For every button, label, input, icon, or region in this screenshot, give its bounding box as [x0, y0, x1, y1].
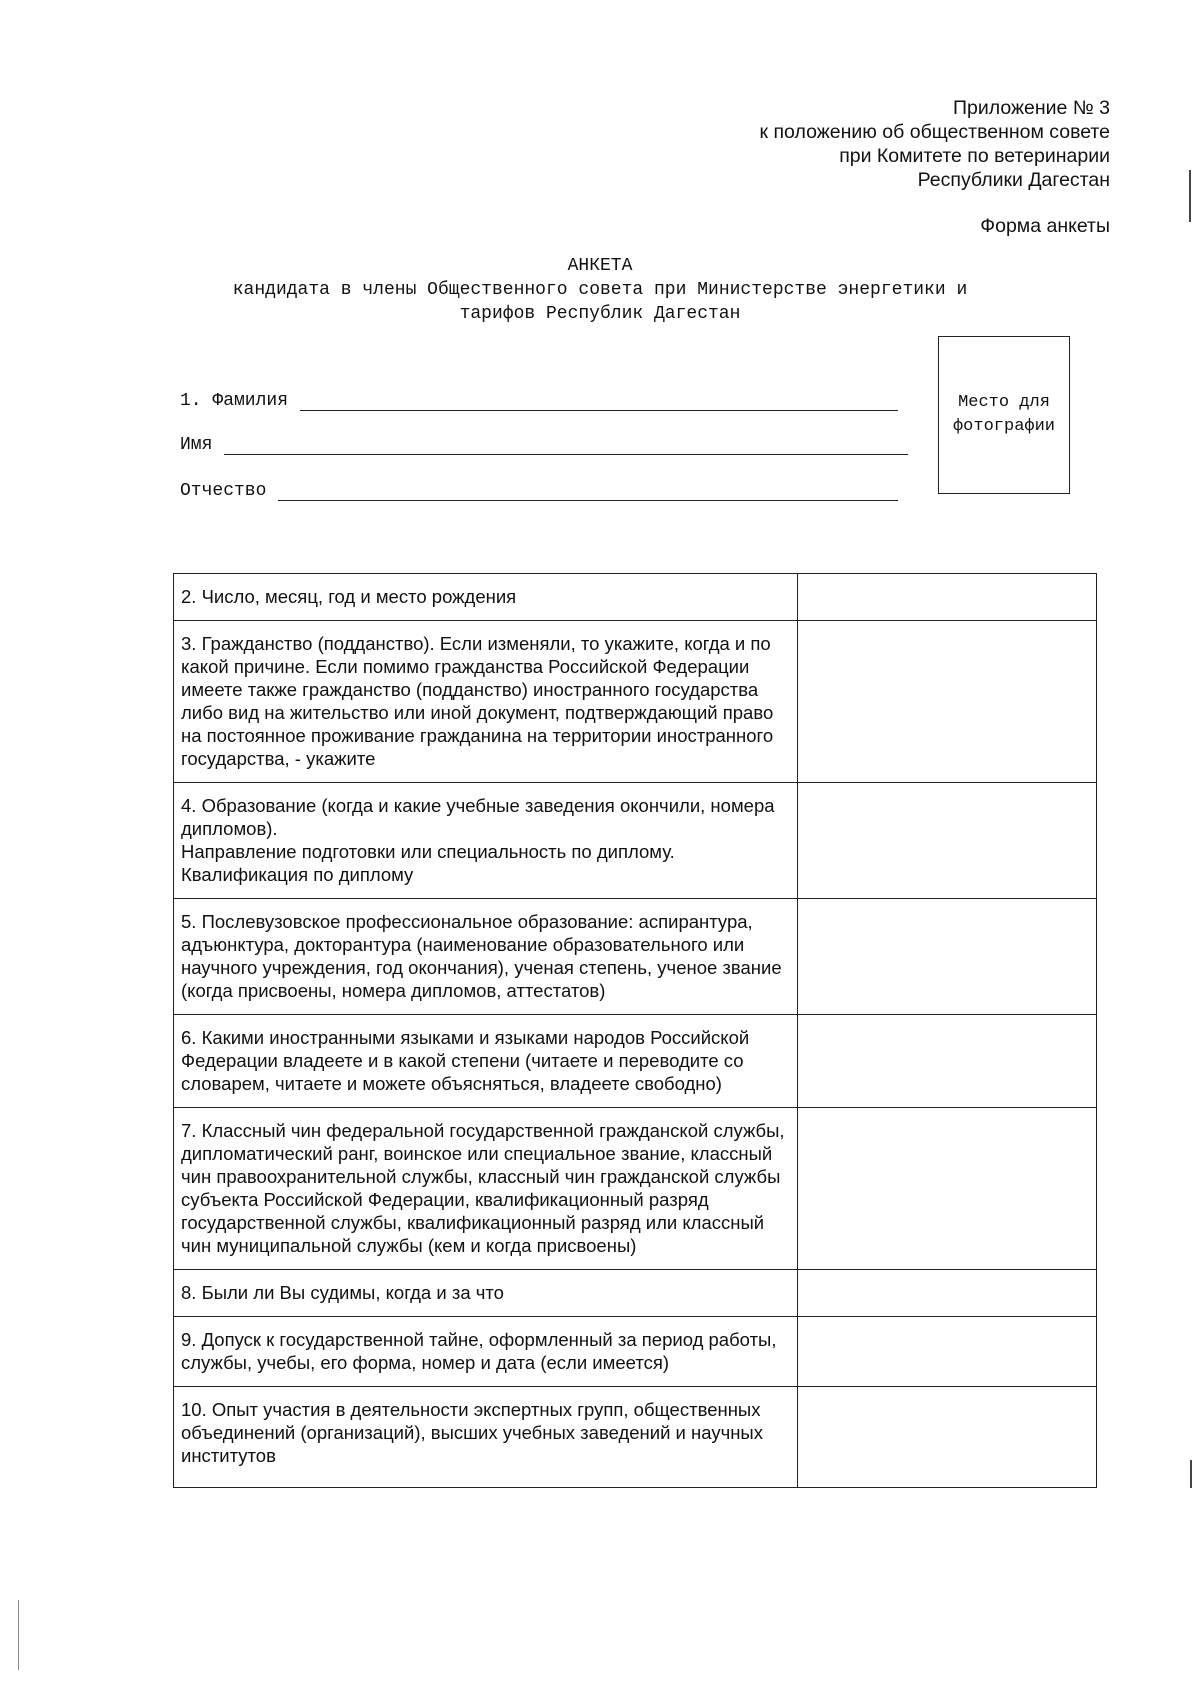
- patronymic-field[interactable]: [278, 482, 898, 501]
- patronymic-label: Отчество: [180, 481, 267, 501]
- answer-cell[interactable]: [797, 1387, 1096, 1488]
- table-row: [174, 1108, 1097, 1270]
- question-cell: 10. Опыт участия в деятельности экспертных групп, общественных объединений (организаций), высших учебных заведений и научных институтов: [174, 1387, 798, 1488]
- surname-field[interactable]: [300, 392, 898, 411]
- surname-label: 1. Фамилия: [180, 391, 289, 411]
- table-row: [174, 1317, 1097, 1387]
- table-row: [174, 1270, 1097, 1317]
- appendix-line: к положению об общественном совете: [759, 121, 1110, 143]
- answer-cell[interactable]: [797, 1015, 1096, 1108]
- photo-label-line-1: Место для: [958, 393, 1050, 412]
- title-subline-1: кандидата в члены Общественного совета при Министерстве энергетики и: [232, 280, 968, 300]
- first-name-field[interactable]: [224, 436, 908, 455]
- table-row: [174, 783, 1097, 899]
- question-cell: 8. Были ли Вы судимы, когда и за что: [174, 1270, 798, 1317]
- surname-row: [180, 391, 898, 411]
- table-row: [174, 1015, 1097, 1108]
- appendix-line: при Комитете по ветеринарии: [839, 145, 1110, 167]
- appendix-line: Республики Дагестан: [917, 169, 1110, 191]
- answer-cell[interactable]: [797, 574, 1096, 621]
- question-cell: 2. Число, месяц, год и место рождения: [174, 574, 798, 621]
- answer-cell[interactable]: [797, 899, 1096, 1015]
- appendix-header: [760, 96, 1110, 238]
- question-cell: 6. Какими иностранными языками и языками народов Российской Федерации владеете и в какой степени (читаете и переводите со словарем, читаете и можете объясняться, владеете свободно): [174, 1015, 798, 1108]
- scan-edge-mark: [1190, 1460, 1192, 1488]
- document-title: [150, 254, 1050, 326]
- question-cell: 7. Классный чин федеральной государственной гражданской службы, дипломатический ранг, воинское или специальное звание, классный чин правоохранительной службы, классный чин гражданской службы субъекта Российской Федерации, квалификационный разряд государственной службы, квалификационный разряд или классный чин муниципальной службы (кем и когда присвоены): [174, 1108, 798, 1270]
- table-row: [174, 1387, 1097, 1488]
- answer-cell[interactable]: [797, 1317, 1096, 1387]
- answer-cell[interactable]: [797, 1108, 1096, 1270]
- question-cell: 9. Допуск к государственной тайне, оформленный за период работы, службы, учебы, его форма, номер и дата (если имеется): [174, 1317, 798, 1387]
- answer-cell[interactable]: [797, 783, 1096, 899]
- answer-cell[interactable]: [797, 1270, 1096, 1317]
- table-row: [174, 574, 1097, 621]
- form-type-label: Форма анкеты: [980, 215, 1110, 237]
- photo-placeholder: [938, 336, 1070, 494]
- scan-edge-mark: [18, 1600, 19, 1670]
- title-heading: АНКЕТА: [567, 256, 633, 276]
- question-cell: 5. Послевузовское профессиональное образование: аспирантура, адъюнктура, докторантура (наименование образовательного или научного учреждения, год окончания), ученая степень, ученое звание (когда присвоены, номера дипломов, аттестатов): [174, 899, 798, 1015]
- answer-cell[interactable]: [797, 621, 1096, 783]
- patronymic-row: [180, 481, 898, 501]
- table-row: [174, 899, 1097, 1015]
- table-row: [174, 621, 1097, 783]
- questionnaire-table: [173, 573, 1097, 1488]
- question-cell: 3. Гражданство (подданство). Если изменяли, то укажите, когда и по какой причине. Если помимо гражданства Российской Федерации имеете также гражданство (подданство) иностранного государства либо вид на жительство или иной документ, подтверждающий право на постоянное проживание гражданина на территории иностранного государства, - укажите: [174, 621, 798, 783]
- title-subline-2: тарифов Республик Дагестан: [459, 304, 741, 324]
- first-name-row: [180, 435, 908, 455]
- appendix-line: Приложение № 3: [953, 97, 1110, 119]
- question-cell: 4. Образование (когда и какие учебные заведения окончили, номера дипломов). Направление подготовки или специальность по диплому. Квалификация по диплому: [174, 783, 798, 899]
- photo-label-line-2: фотографии: [952, 417, 1056, 436]
- scan-edge-mark: [1189, 170, 1191, 222]
- first-name-label: Имя: [180, 435, 213, 455]
